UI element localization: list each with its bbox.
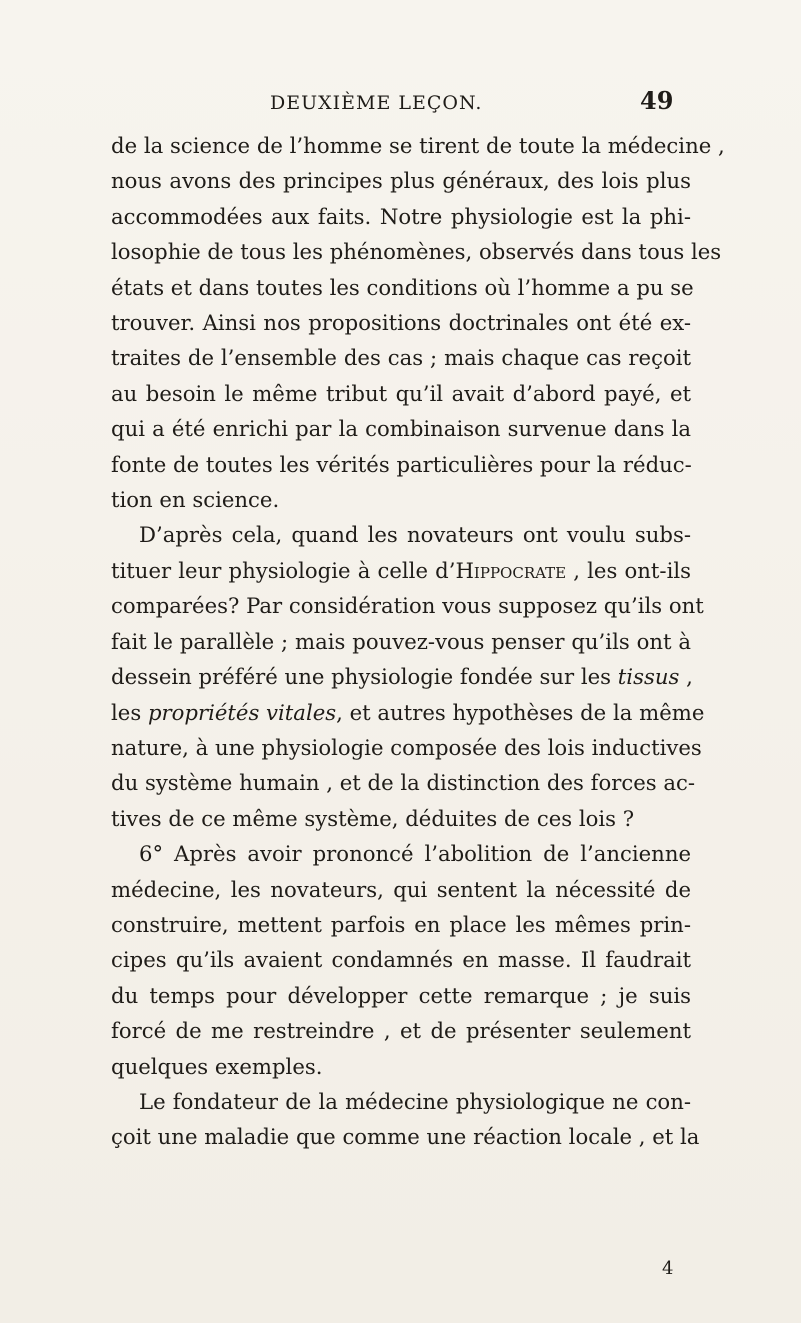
text-line: D’après cela, quand les novateurs ont voulu subs- [139, 522, 691, 548]
page-number: 49 [640, 86, 674, 115]
text-line: construire, mettent parfois en place les mêmes prin- [111, 911, 691, 937]
text-line: losophie de tous les phénomènes, observés dans tous les [111, 239, 722, 265]
text-line: nous avons des principes plus généraux, des lois plus [111, 168, 691, 194]
text-line: 6° Après avoir prononcé l’abolition de l’ancienne [139, 841, 691, 867]
text-line: quelques exemples. [111, 1053, 323, 1079]
text-line: fait le parallèle ; mais pouvez-vous penser qu’ils ont à [111, 628, 691, 654]
text-line: comparées? Par considération vous supposez qu’ils ont [111, 593, 704, 619]
text-fragment: , et autres hypothèses de la même [336, 699, 705, 725]
text-line: états et dans toutes les conditions où l’homme a pu se [111, 274, 694, 300]
text-fragment: les [111, 699, 148, 725]
text-line: fonte de toutes les vérités particulières pour la réduc- [111, 451, 692, 477]
text-line: cipes qu’ils avaient condamnés en masse. Il faudrait [111, 947, 691, 973]
signature-mark: 4 [662, 1258, 674, 1279]
text-line: çoit une maladie que comme une réaction locale , et la [111, 1124, 700, 1150]
text-line: traites de l’ensemble des cas ; mais chaque cas reçoit [111, 345, 691, 371]
body-text [111, 128, 725, 1155]
text-fragment: , [679, 664, 693, 690]
text-line [111, 659, 691, 694]
text-line: trouver. Ainsi nos propositions doctrinales ont été ex- [111, 310, 691, 336]
text-line: du système humain , et de la distinction des forces ac- [111, 770, 696, 796]
text-line [111, 553, 691, 588]
text-line: Le fondateur de la médecine physiologique ne con- [139, 1088, 691, 1114]
text-line: qui a été enrichi par la combinaison survenue dans la [111, 416, 691, 442]
text-line: du temps pour développer cette remarque ; je suis [111, 982, 691, 1008]
text-line: accommodées aux faits. Notre physiologie est la phi- [111, 203, 691, 229]
italic-term: propriétés vitales [147, 699, 337, 725]
text-fragment: tituer leur physiologie à celle d’ [111, 557, 456, 583]
text-line [111, 695, 705, 730]
text-line: tion en science. [111, 487, 280, 513]
text-line: tives de ce même système, déduites de ces lois ? [111, 805, 635, 831]
name-smallcaps: Hippocrate [455, 557, 567, 583]
text-line: au besoin le même tribut qu’il avait d’abord payé, et [111, 380, 691, 406]
text-line: nature, à une physiologie composée des lois inductives [111, 734, 702, 760]
running-head: DEUXIÈME LEÇON. [270, 92, 483, 114]
text-line: de la science de l’homme se tirent de toute la médecine , [111, 133, 725, 158]
text-line: médecine, les novateurs, qui sentent la nécessité de [111, 876, 691, 902]
text-fragment: dessein préféré une physiologie fondée sur les [111, 664, 618, 690]
text-fragment: , les ont-ils [566, 557, 691, 583]
text-line: forcé de me restreindre , et de présenter seulement [111, 1018, 691, 1044]
italic-term: tissus [617, 664, 680, 690]
